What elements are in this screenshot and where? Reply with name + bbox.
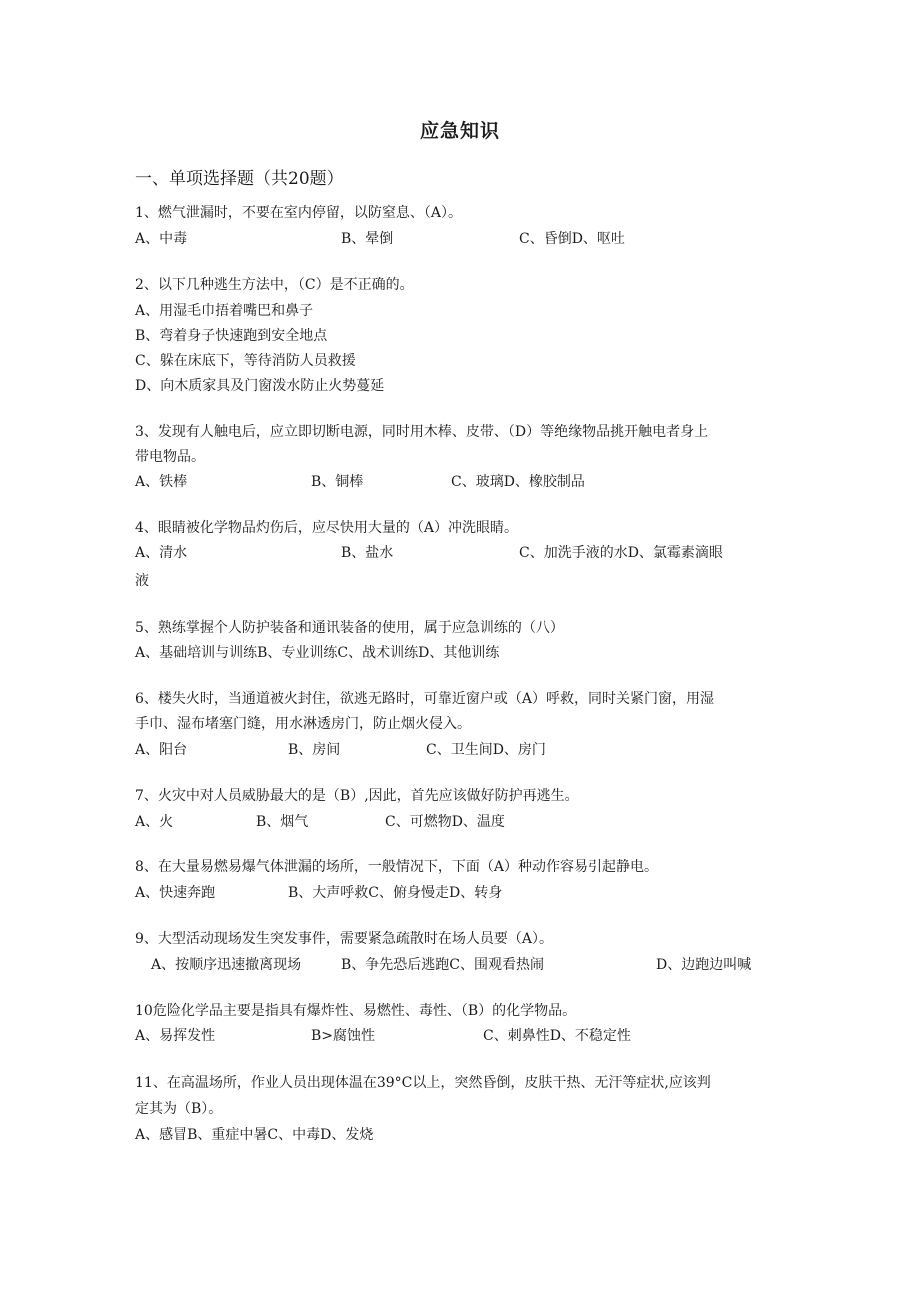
question-3-option-cd: C、玻璃D、橡胶制品 [451,474,585,490]
question-5-options: A、基础培训与训练B、专业训练C、战术训练D、其他训练 [135,645,500,661]
question-2-option-a: A、用湿毛巾捂着嘴巴和鼻子 [135,303,314,319]
question-9-option-a: A、按顺序迅速撤离现场 [151,957,302,973]
section-heading: 一、单项选择题（共20题） [135,169,344,189]
question-11-stem-line-2: 定其为（B）。 [135,1101,223,1117]
question-10-stem: 10危险化学品主要是指具有爆炸性、易燃性、毒性、（B）的化学物品。 [135,1003,577,1019]
question-4-option-a: A、清水 [135,545,188,561]
question-7-option-cd: C、可燃物D、温度 [385,814,505,830]
question-8-option-a: A、快速奔跑 [135,885,216,901]
question-9-option-bc: B、争先恐后逃跑C、围观看热闹 [341,957,544,973]
question-3-stem-line-1: 3、发现有人触电后，应立即切断电源，同时用木棒、皮带、（D）等绝缘物品挑开触电者身上 [135,424,709,440]
question-6-option-cd: C、卫生间D、房门 [426,742,546,758]
question-3-option-b: B、铜棒 [311,474,364,490]
question-4-stem: 4、眼睛被化学物品灼伤后，应尽快用大量的（A）冲洗眼睛。 [135,520,519,536]
question-3-option-a: A、铁棒 [135,474,188,490]
question-6-stem-line-1: 6、楼失火时，当通道被火封住，欲逃无路时，可靠近窗户或（A）呼救，同时关紧门窗，用湿 [135,691,715,707]
question-10-option-b: B>腐蚀性 [311,1028,376,1044]
question-11-options: A、感冒B、重症中暑C、中毒D、发烧 [135,1127,374,1143]
question-7-stem: 7、火灾中对人员威胁最大的是（B）,因此，首先应该做好防护再逃生。 [135,788,579,804]
question-1-stem: 1、燃气泄漏时，不要在室内停留，以防窒息、（A）。 [135,205,463,221]
question-4-option-wrap: 液 [135,573,149,589]
question-3-stem-line-2: 带电物品。 [135,449,205,465]
question-2-option-b: B、弯着身子快速跑到安全地点 [135,328,328,344]
question-7-option-b: B、烟气 [256,814,309,830]
question-1-option-cd: C、昏倒D、呕吐 [519,231,625,247]
question-2-option-d: D、向木质家具及门窗泼水防止火势蔓延 [135,378,385,394]
question-1-option-a: A、中毒 [135,231,188,247]
question-7-option-a: A、火 [135,814,174,830]
question-5-stem: 5、熟练掌握个人防护装备和通讯装备的使用，属于应急训练的（八） [135,620,564,636]
question-1-option-b: B、晕倒 [341,231,394,247]
question-9-option-d: D、边跑边叫喊 [656,957,752,973]
question-10-option-cd: C、刺鼻性D、不稳定性 [483,1028,631,1044]
page-title: 应急知识 [419,120,500,142]
question-8-stem: 8、在大量易燃易爆气体泄漏的场所，一般情况下，下面（A）种动作容易引起静电。 [135,859,659,875]
question-2-stem: 2、以下几种逃生方法中，（C）是不正确的。 [135,277,414,293]
question-6-option-a: A、阳台 [135,742,188,758]
question-8-option-bcd: B、大声呼救C、俯身慢走D、转身 [288,885,503,901]
question-9-stem: 9、大型活动现场发生突发事件，需要紧急疏散时在场人员要（A）。 [135,931,554,947]
question-6-stem-line-2: 手巾、湿布堵塞门缝，用水淋透房门，防止烟火侵入。 [135,716,471,732]
question-6-option-b: B、房间 [288,742,341,758]
question-4-option-b: B、盐水 [341,545,394,561]
question-10-option-a: A、易挥发性 [135,1028,216,1044]
question-11-stem-line-1: 11、在高温场所，作业人员出现体温在39°C以上，突然昏倒，皮肤干热、无汗等症状,应该判 [135,1075,711,1091]
question-2-option-c: C、躲在床底下，等待消防人员救援 [135,353,356,369]
question-4-option-cd: C、加洗手液的水D、氯霉素滴眼 [519,545,723,561]
